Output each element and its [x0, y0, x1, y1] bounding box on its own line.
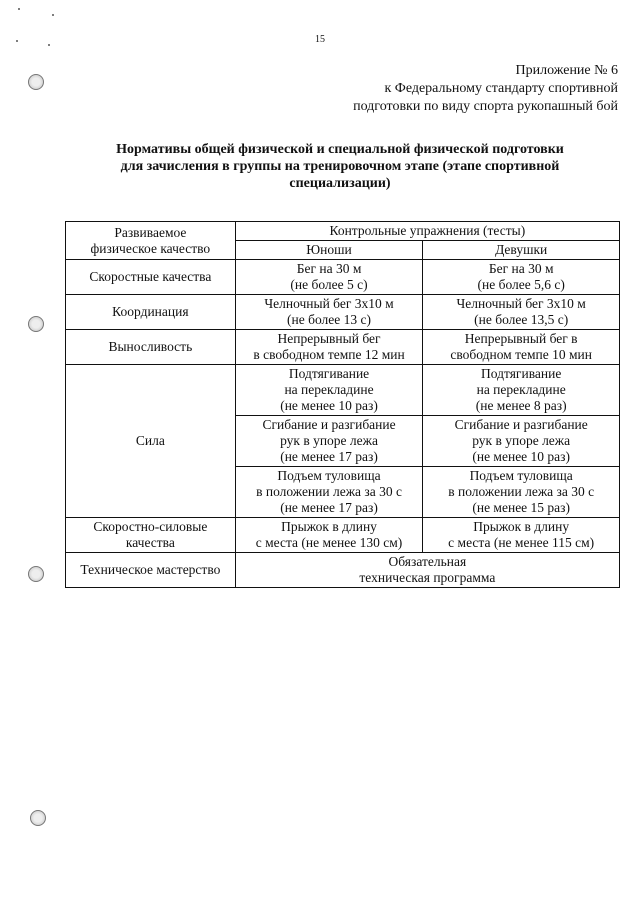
header-boys: Юноши: [235, 241, 423, 260]
quality-cell: [66, 365, 236, 518]
punch-hole-decoration: [28, 316, 44, 332]
table-row: [66, 330, 620, 365]
cell-line: Сила: [135, 433, 165, 448]
scan-speck: [48, 44, 50, 46]
cell-line: в положении лежа за 30 с: [448, 484, 595, 499]
cell-line: качества: [125, 535, 175, 550]
page-number: 15: [315, 34, 325, 45]
quality-cell: [66, 295, 236, 330]
cell-line: Обязательная: [388, 554, 467, 569]
cell-line: Подъем туловища: [469, 468, 573, 483]
cell-line: (не более 5 с): [290, 277, 368, 292]
cell-line: Подтягивание: [481, 366, 562, 381]
table-row: [66, 518, 620, 553]
cell-line: Прыжок в длину: [281, 519, 377, 534]
girls-norm-cell: [423, 416, 620, 467]
cell-line: физическое качество: [90, 240, 211, 256]
cell-line: Подтягивание: [288, 366, 370, 381]
cell-line: Непрерывный бег в: [464, 331, 578, 346]
scan-speck: [52, 14, 54, 16]
header-girls: Девушки: [423, 241, 620, 260]
cell-line: Координация: [112, 304, 189, 319]
boys-norm-cell: [235, 518, 423, 553]
appendix-line: Приложение № 6: [515, 63, 618, 78]
quality-cell: [66, 518, 236, 553]
table-row: [66, 260, 620, 295]
appendix-line: подготовки по виду спорта рукопашный бой: [353, 99, 618, 114]
cell-line: с места (не менее 130 см): [255, 535, 403, 550]
cell-line: Подъем туловища: [277, 468, 381, 483]
technical-requirement-cell: [235, 553, 619, 588]
table-row: [66, 365, 620, 416]
cell-line: рук в упоре лежа: [280, 433, 378, 448]
cell-line: в положении лежа за 30 с: [256, 484, 402, 499]
cell-line: Развиваемое: [114, 224, 187, 240]
boys-norm-cell: [235, 467, 423, 518]
cell-line: свободном темпе 10 мин: [450, 347, 592, 362]
title-line: специализации): [289, 176, 391, 191]
cell-line: Скоростно-силовые: [93, 519, 208, 534]
cell-line: в свободном темпе 12 мин: [253, 347, 405, 362]
cell-line: техническая программа: [359, 570, 496, 585]
cell-line: Сгибание и разгибание: [454, 417, 588, 432]
boys-norm-cell: [235, 330, 423, 365]
appendix-line: к Федеральному стандарту спортивной: [384, 81, 618, 96]
quality-cell: [66, 330, 236, 365]
table-header-row: [66, 222, 620, 241]
girls-norm-cell: [423, 295, 620, 330]
cell-line: с места (не менее 115 см): [448, 535, 595, 550]
cell-line: (не более 13,5 с): [474, 312, 569, 327]
girls-norm-cell: [423, 330, 620, 365]
cell-line: на перекладине: [284, 382, 374, 397]
boys-norm-cell: [235, 416, 423, 467]
cell-line: Бег на 30 м: [488, 261, 554, 276]
cell-line: на перекладине: [476, 382, 566, 397]
cell-line: Прыжок в длину: [473, 519, 570, 534]
girls-norm-cell: [423, 260, 620, 295]
punch-hole-decoration: [30, 810, 46, 826]
title-line: для зачисления в группы на тренировочном этапе (этапе спортивной: [120, 159, 560, 174]
title-line: Нормативы общей физической и специальной физической подготовки: [116, 142, 564, 157]
punch-hole-decoration: [28, 566, 44, 582]
girls-norm-cell: [423, 467, 620, 518]
table-row: [66, 295, 620, 330]
cell-line: Выносливость: [108, 339, 193, 354]
boys-norm-cell: [235, 260, 423, 295]
scan-speck: [16, 40, 18, 42]
quality-cell: [66, 260, 236, 295]
girls-norm-cell: [423, 518, 620, 553]
norms-table: [65, 221, 620, 588]
boys-norm-cell: [235, 295, 423, 330]
scan-speck: [18, 8, 20, 10]
quality-cell: Техническое мастерство: [66, 553, 236, 588]
header-quality: [66, 222, 236, 260]
boys-norm-cell: [235, 365, 423, 416]
cell-line: Непрерывный бег: [277, 331, 381, 346]
cell-line: (не менее 10 раз): [280, 398, 378, 413]
cell-line: Сгибание и разгибание: [262, 417, 396, 432]
cell-line: (не более 5,6 с): [477, 277, 565, 292]
punch-hole-decoration: [28, 74, 44, 90]
header-tests: Контрольные упражнения (тесты): [235, 222, 619, 241]
document-title: [90, 141, 590, 192]
cell-line: Скоростные качества: [89, 269, 212, 284]
table-row: [66, 553, 620, 588]
cell-line: Челночный бег 3х10 м: [456, 296, 586, 311]
cell-line: (не менее 17 раз): [280, 449, 378, 464]
cell-line: (не менее 17 раз): [280, 500, 378, 515]
cell-line: (не более 13 с): [287, 312, 372, 327]
cell-line: рук в упоре лежа: [472, 433, 571, 448]
cell-line: Бег на 30 м: [296, 261, 362, 276]
girls-norm-cell: [423, 365, 620, 416]
cell-line: (не менее 8 раз): [475, 398, 567, 413]
cell-line: (не менее 15 раз): [472, 500, 570, 515]
cell-line: (не менее 10 раз): [472, 449, 570, 464]
cell-line: Челночный бег 3х10 м: [264, 296, 394, 311]
appendix-header: [258, 62, 618, 116]
